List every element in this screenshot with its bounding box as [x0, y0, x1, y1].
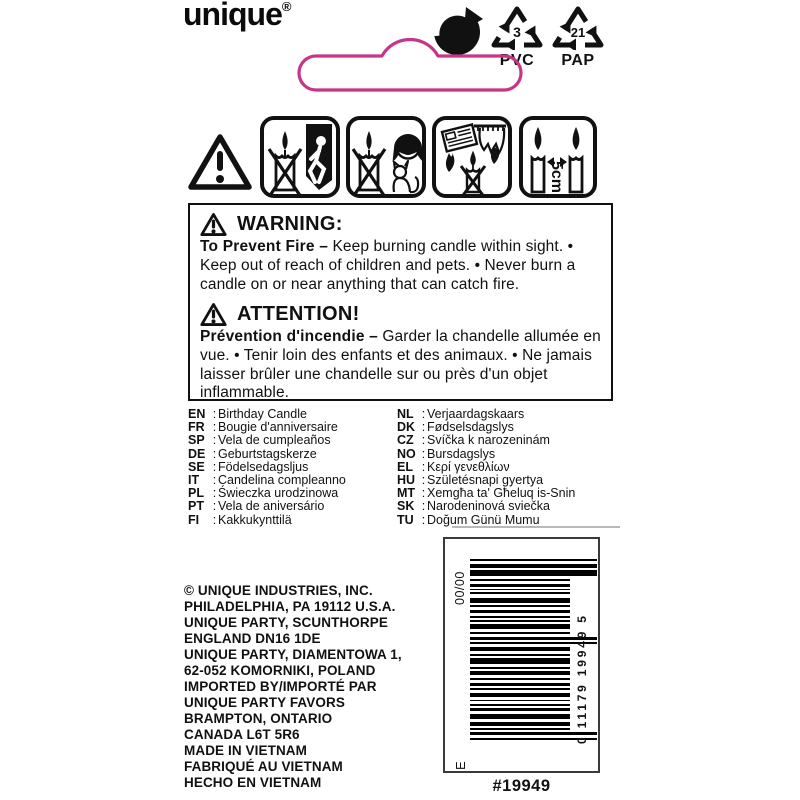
language-row [188, 420, 393, 433]
language-separator: : [212, 407, 217, 421]
children-pets-icon [346, 116, 426, 198]
language-column-right [397, 407, 620, 526]
recycling-label: PVC [499, 52, 535, 69]
language-code: SK [397, 499, 415, 514]
barcode-date-code: 00/00 [453, 571, 467, 605]
warning-lead-en: To Prevent Fire – [200, 238, 329, 255]
warning-lead-fr: Prévention d'incendie – [200, 327, 378, 345]
barcode-letter: E [453, 761, 468, 770]
warning-heading-text: ATTENTION! [237, 302, 360, 325]
language-code: IT [188, 472, 200, 487]
product-name: Kakkukynttilä [218, 512, 292, 527]
recycling-code: 21 [570, 25, 586, 40]
recycling-label: PAP [561, 52, 595, 69]
warning-triangle-icon [200, 302, 227, 327]
company-line: MADE IN VIETNAM [184, 743, 307, 758]
language-code: PL [188, 486, 204, 501]
language-separator: : [212, 446, 217, 461]
language-code: CZ [397, 433, 414, 448]
warning-heading-en [200, 212, 601, 237]
barcode-upc-digits: 0 11179 19949 5 [575, 613, 589, 744]
product-name: Vela de aniversário [218, 499, 325, 514]
product-name: Verjaardagskaars [427, 407, 525, 421]
company-line: UNIQUE PARTY FAVORS [184, 695, 345, 710]
company-line: CANADA L6T 5R6 [184, 727, 300, 742]
company-line: IMPORTED BY/IMPORTÉ PAR [184, 679, 377, 694]
product-name: Fødselsdagslys [427, 420, 514, 435]
barcode [443, 537, 600, 773]
language-separator: : [212, 486, 217, 501]
product-name: Geburtstagskerze [218, 446, 317, 461]
product-name-translations [188, 407, 620, 529]
registered-trademark-symbol: ® [281, 0, 292, 14]
recycling-triangle-icon [550, 4, 606, 50]
language-code: NL [397, 407, 414, 421]
flammables-icon [432, 116, 512, 198]
warning-body-en [200, 238, 601, 295]
warning-triangle-icon [188, 131, 252, 193]
product-name: Xemgħa ta' Għeluq is-Snin [427, 486, 576, 501]
company-line: HECHO EN VIETNAM [184, 775, 322, 790]
company-line: ENGLAND DN16 1DE [184, 631, 321, 646]
company-line: BRAMPTON, ONTARIO [184, 711, 333, 726]
candle-door-pictogram [264, 120, 336, 194]
language-separator: : [421, 433, 426, 448]
language-row [397, 513, 620, 526]
company-line: PHILADELPHIA, PA 19112 U.S.A. [184, 599, 396, 614]
candle-child-cat-pictogram [350, 120, 422, 194]
language-code: DE [188, 446, 206, 461]
unattended-candle-icon [260, 116, 340, 198]
language-separator: : [212, 499, 217, 514]
warning-text-en: Keep burning candle within sight. • Keep out of reach of children and pets. • Never burn a candle on or near anything that can catch fire. [200, 238, 576, 293]
language-row [397, 447, 620, 460]
product-name: Születésnapi gyertya [427, 472, 544, 487]
candle-spacing-icon [519, 116, 597, 198]
language-separator: : [212, 472, 217, 487]
language-separator: : [212, 433, 217, 448]
company-line: 62-052 KOMORNIKI, POLAND [184, 663, 376, 678]
language-row [188, 407, 393, 420]
language-separator: : [421, 420, 426, 435]
company-line: UNIQUE PARTY, DIAMENTOWA 1, [184, 647, 402, 662]
language-code: NO [397, 446, 416, 461]
product-name: Birthday Candle [218, 407, 307, 421]
product-name: Vela de cumpleaños [218, 433, 331, 448]
language-separator: : [421, 472, 426, 487]
language-column-left [188, 407, 393, 526]
product-name: Narodeninová sviečka [427, 499, 550, 514]
language-row [188, 499, 393, 512]
distance-label: 5cm [548, 160, 565, 194]
warning-text-box [188, 203, 613, 401]
company-line: © UNIQUE INDUSTRIES, INC. [184, 583, 373, 598]
warning-heading-text: WARNING: [237, 213, 343, 235]
language-row [188, 473, 393, 486]
language-separator: : [421, 486, 426, 501]
language-row [188, 513, 393, 526]
product-name: Födelsedagsljus [218, 459, 309, 474]
product-name: Κερί γενεθλίων [427, 459, 510, 474]
company-line: FABRIQUÉ AU VIETNAM [184, 759, 343, 774]
language-row [188, 460, 393, 473]
language-row [397, 473, 620, 486]
product-name: Doğum Günü Mumu [427, 512, 540, 527]
language-separator: : [421, 499, 426, 514]
product-name: Świeczka urodzinowa [218, 486, 339, 501]
brand-logo [183, 0, 291, 33]
language-row [397, 460, 620, 473]
recycling-pap-icon [549, 4, 607, 70]
fold-crease-line [452, 526, 620, 528]
candle-flammables-pictogram [436, 120, 508, 194]
language-row [188, 433, 393, 446]
language-code: FR [188, 420, 205, 435]
recycling-code: 3 [513, 24, 521, 40]
language-row [188, 486, 393, 499]
language-separator: : [421, 459, 426, 474]
company-line: UNIQUE PARTY, SCUNTHORPE [184, 615, 388, 630]
warning-heading-fr [200, 302, 601, 327]
company-address-block [184, 583, 444, 791]
language-separator: : [421, 512, 426, 527]
language-row [397, 486, 620, 499]
language-code: PT [188, 499, 204, 514]
language-code: TU [397, 512, 414, 527]
brand-name: unique [183, 0, 282, 32]
language-row [397, 499, 620, 512]
product-name: Bougie d'anniversaire [218, 420, 338, 435]
language-separator: : [421, 407, 426, 421]
product-name: Candelina compleanno [218, 472, 346, 487]
warning-body-fr [200, 328, 601, 404]
warning-text-fr: Garder la chandelle allumée en vue. • Tenir loin des enfants et des animaux. • Ne jamais laisser brûler une chandelle sur ou près d'un objet inflammable. [200, 327, 601, 402]
language-separator: : [421, 446, 426, 461]
hang-tab-outline [297, 38, 523, 96]
language-code: SP [188, 433, 205, 448]
product-name: Bursdagslys [427, 446, 496, 461]
language-code: HU [397, 472, 416, 487]
language-code: EN [188, 407, 206, 421]
language-separator: : [212, 459, 217, 474]
language-code: EL [397, 459, 413, 474]
language-separator: : [212, 512, 217, 527]
language-separator: : [212, 420, 217, 435]
product-name: Svíčka k narozeninám [427, 433, 550, 448]
language-row [188, 447, 393, 460]
language-code: DK [397, 420, 416, 435]
candle-distance-pictogram [523, 120, 593, 194]
language-row [397, 433, 620, 446]
item-number: #19949 [492, 777, 551, 795]
language-code: FI [188, 512, 200, 527]
language-code: SE [188, 459, 205, 474]
warning-triangle-icon [200, 212, 227, 237]
language-row [397, 420, 620, 433]
language-row [397, 407, 620, 420]
language-code: MT [397, 486, 416, 501]
